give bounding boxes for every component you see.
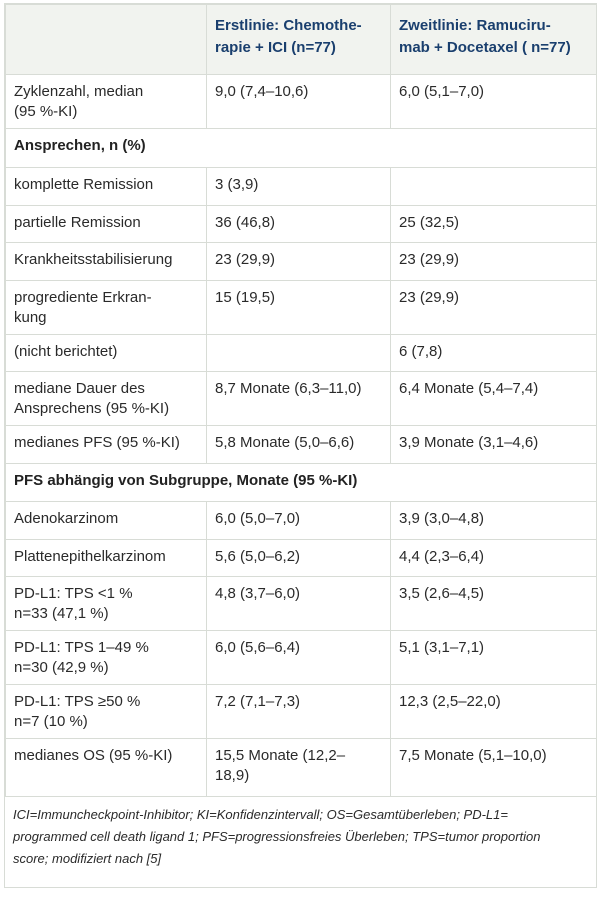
first-line-value-text: 9,0 (7,4–10,6) — [215, 83, 309, 100]
second-line-value-text: 3,9 Monate (3,1–4,6) — [399, 434, 539, 451]
second-line-value-text: 6,4 Monate (5,4–7,4) — [399, 380, 539, 397]
first-line-value-text: 5,8 Monate (5,0–6,6) — [215, 434, 355, 451]
first-line-value — [207, 502, 391, 540]
second-line-value-text: 23 (29,9) — [399, 289, 460, 306]
first-line-value — [207, 372, 391, 426]
row-label — [6, 502, 207, 540]
row-label-text: progrediente Erkran- — [14, 289, 152, 306]
row-label-text: n=30 (42,9 %) — [14, 659, 109, 676]
row-label-text: Adenokarzinom — [14, 510, 119, 527]
first-line-value — [207, 243, 391, 281]
second-line-value-text: 23 (29,9) — [399, 251, 460, 268]
second-line-value — [391, 739, 597, 797]
section-row — [6, 464, 597, 502]
first-line-value-text: 15,5 Monate (12,2– — [215, 747, 346, 764]
row-label — [6, 540, 207, 577]
row-label — [6, 372, 207, 426]
first-line-value-text: 5,6 (5,0–6,2) — [215, 548, 301, 565]
row-label — [6, 281, 207, 335]
first-line-value-text: 6,0 (5,0–7,0) — [215, 510, 301, 527]
section-label: Ansprechen, n (%) — [6, 129, 597, 168]
second-line-value — [391, 685, 597, 739]
second-line-value — [391, 335, 597, 372]
section-row — [6, 129, 597, 168]
second-line-value — [391, 540, 597, 577]
table-row — [6, 739, 597, 797]
second-line-value — [391, 168, 597, 206]
header-second-line-text-2: mab + Docetaxel ( n=77) — [399, 39, 571, 56]
row-label-text: n=33 (47,1 %) — [14, 605, 109, 622]
first-line-value-text: 15 (19,5) — [215, 289, 276, 306]
row-label-text: medianes PFS (95 %-KI) — [14, 434, 180, 451]
table-row — [6, 540, 597, 577]
second-line-value — [391, 631, 597, 685]
table-row — [6, 631, 597, 685]
table-row — [6, 685, 597, 739]
table-footnote — [5, 797, 596, 870]
table-row — [6, 577, 597, 631]
results-table-container — [4, 3, 597, 888]
table-row — [6, 243, 597, 281]
row-label-text: Zyklenzahl, median — [14, 83, 144, 100]
row-label — [6, 426, 207, 464]
first-line-value-text: 7,2 (7,1–7,3) — [215, 693, 301, 710]
first-line-value — [207, 426, 391, 464]
second-line-value — [391, 243, 597, 281]
table-row — [6, 426, 597, 464]
row-label — [6, 335, 207, 372]
first-line-value-text: 36 (46,8) — [215, 214, 276, 231]
header-first-line-text-1: Erstlinie: Chemothe- — [215, 17, 362, 34]
row-label-text: PD-L1: TPS ≥50 % — [14, 693, 141, 710]
row-label-text: Krankheitsstabilisierung — [14, 251, 173, 268]
second-line-value-text: 3,5 (2,6–4,5) — [399, 585, 485, 602]
second-line-value — [391, 372, 597, 426]
second-line-value — [391, 206, 597, 243]
row-label-text: (nicht berichtet) — [14, 343, 118, 360]
first-line-value — [207, 685, 391, 739]
table-row — [6, 206, 597, 243]
row-label-text: Plattenepithelkarzinom — [14, 548, 166, 565]
first-line-value — [207, 577, 391, 631]
second-line-value — [391, 577, 597, 631]
header-empty-cell — [6, 5, 207, 75]
results-table — [5, 4, 597, 797]
table-row — [6, 335, 597, 372]
first-line-value-text: 4,8 (3,7–6,0) — [215, 585, 301, 602]
row-label-text: medianes OS (95 %-KI) — [14, 747, 173, 764]
first-line-value — [207, 540, 391, 577]
first-line-value — [207, 631, 391, 685]
first-line-value — [207, 739, 391, 797]
second-line-value-text: 7,5 Monate (5,1–10,0) — [399, 747, 547, 764]
header-second-line-text-1: Zweitlinie: Ramuciru- — [399, 17, 551, 34]
table-row — [6, 502, 597, 540]
row-label-text: kung — [14, 309, 47, 326]
row-label-text: komplette Remission — [14, 176, 154, 193]
table-header-row — [6, 5, 597, 75]
row-label-text: PD-L1: TPS 1–49 % — [14, 639, 149, 656]
table-body — [6, 75, 597, 797]
row-label — [6, 206, 207, 243]
row-label — [6, 168, 207, 206]
second-line-value-text: 5,1 (3,1–7,1) — [399, 639, 485, 656]
header-second-line — [391, 5, 597, 75]
footnote-line: ICI=Immuncheckpoint-Inhibitor; KI=Konfidenzintervall; OS=Gesamtüberleben; PD-L1= — [13, 807, 508, 822]
second-line-value-text: 6 (7,8) — [399, 343, 443, 360]
table-row — [6, 75, 597, 129]
first-line-value — [207, 206, 391, 243]
footnote-line: score; modifiziert nach [5] — [13, 851, 162, 866]
footnote-line: programmed cell death ligand 1; PFS=progressionsfreies Überleben; TPS=tumor proportion — [13, 829, 541, 844]
first-line-value-text: 6,0 (5,6–6,4) — [215, 639, 301, 656]
first-line-value — [207, 75, 391, 129]
row-label-text: PD-L1: TPS <1 % — [14, 585, 133, 602]
second-line-value-text: 12,3 (2,5–22,0) — [399, 693, 501, 710]
row-label — [6, 243, 207, 281]
row-label — [6, 685, 207, 739]
row-label-text: mediane Dauer des — [14, 380, 145, 397]
table-row — [6, 281, 597, 335]
row-label-text: n=7 (10 %) — [14, 713, 88, 730]
first-line-value — [207, 168, 391, 206]
table-row — [6, 372, 597, 426]
row-label-text: partielle Remission — [14, 214, 141, 231]
second-line-value-text: 6,0 (5,1–7,0) — [399, 83, 485, 100]
second-line-value-text: 3,9 (3,0–4,8) — [399, 510, 485, 527]
table-row — [6, 168, 597, 206]
second-line-value — [391, 75, 597, 129]
second-line-value — [391, 281, 597, 335]
first-line-value-text: 8,7 Monate (6,3–11,0) — [215, 380, 362, 397]
row-label — [6, 577, 207, 631]
first-line-value — [207, 281, 391, 335]
row-label-text: (95 %-KI) — [14, 103, 78, 120]
row-label — [6, 739, 207, 797]
second-line-value-text: 25 (32,5) — [399, 214, 460, 231]
first-line-value-text: 23 (29,9) — [215, 251, 276, 268]
row-label — [6, 631, 207, 685]
row-label — [6, 75, 207, 129]
second-line-value-text: 4,4 (2,3–6,4) — [399, 548, 485, 565]
first-line-value-text: 18,9) — [215, 767, 250, 784]
header-first-line — [207, 5, 391, 75]
section-label: PFS abhängig von Subgruppe, Monate (95 %-KI) — [6, 464, 597, 502]
row-label-text: Ansprechens (95 %-KI) — [14, 400, 170, 417]
first-line-value-text: 3 (3,9) — [215, 176, 259, 193]
second-line-value — [391, 426, 597, 464]
header-first-line-text-2: rapie + ICI (n=77) — [215, 39, 336, 56]
second-line-value — [391, 502, 597, 540]
first-line-value — [207, 335, 391, 372]
